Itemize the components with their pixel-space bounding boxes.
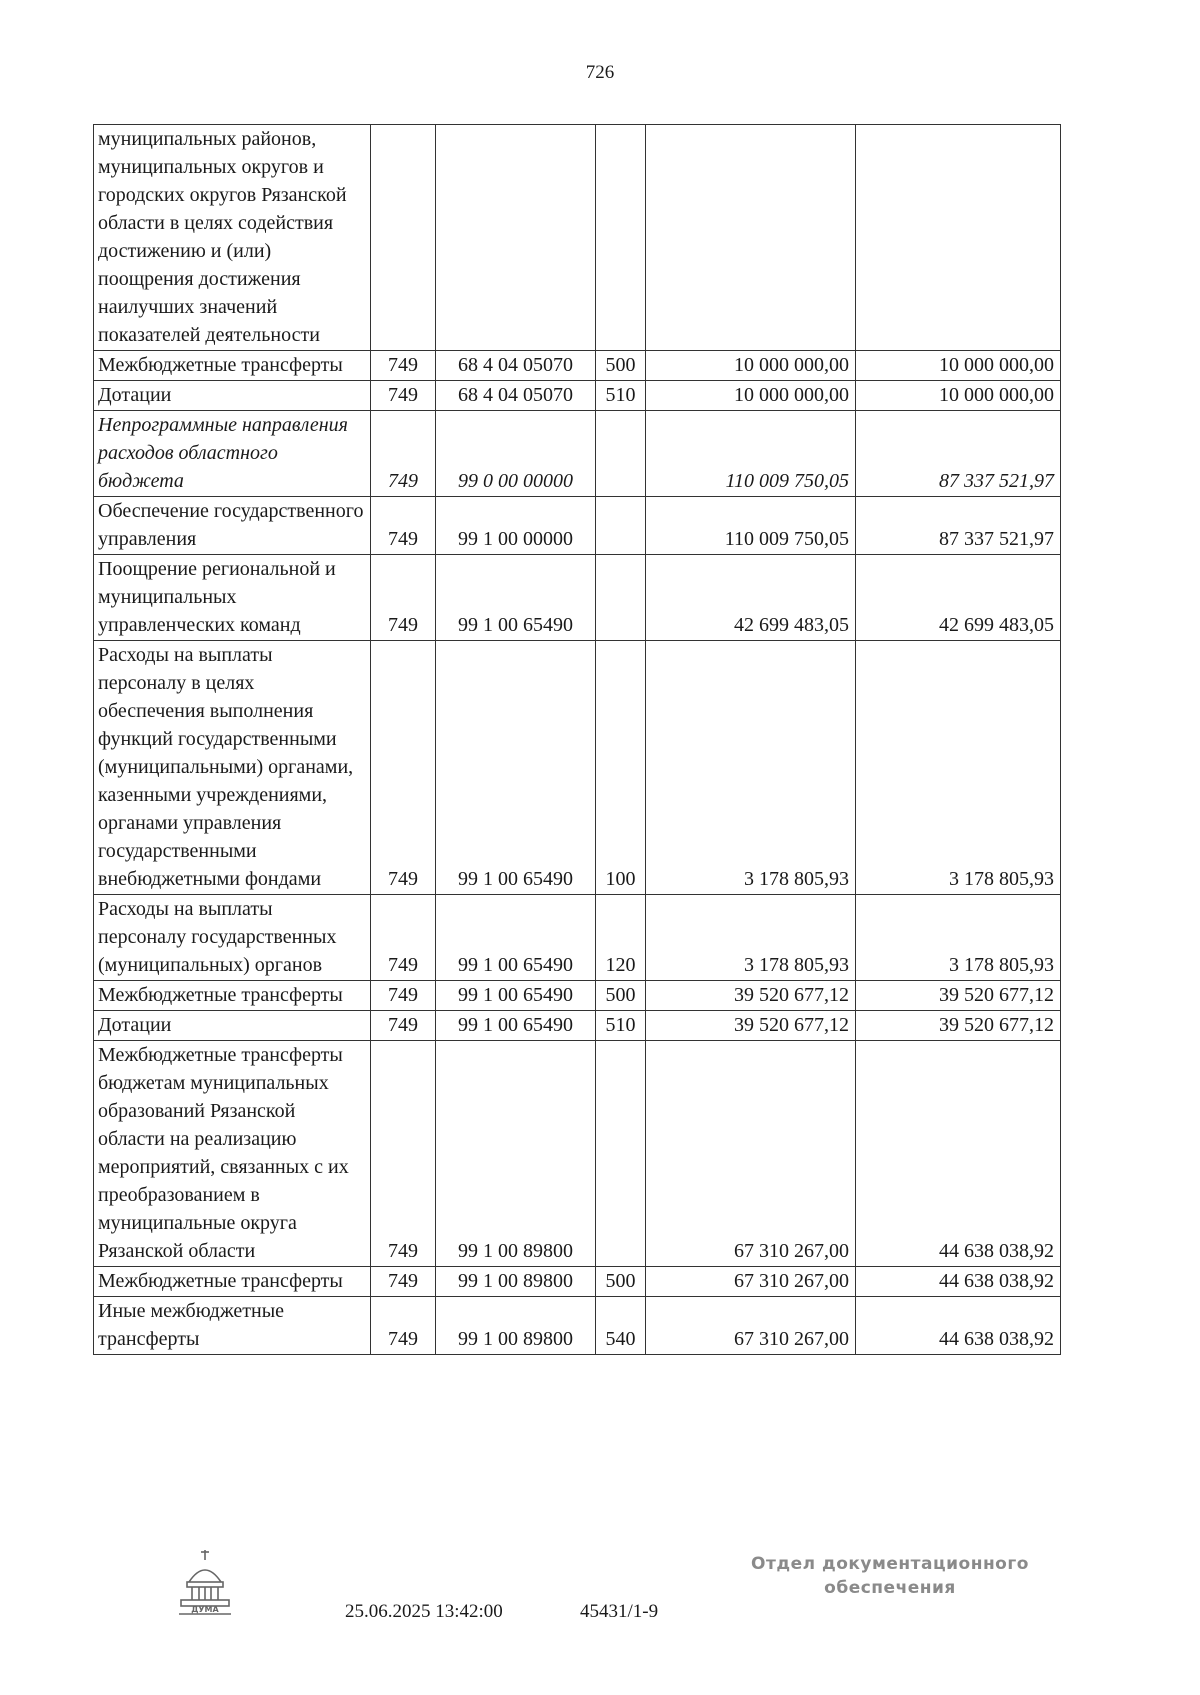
row-vr-cell: 500 <box>596 1267 646 1297</box>
row-vr-cell <box>596 125 646 351</box>
row-ved-cell: 749 <box>371 381 436 411</box>
row-ved-cell: 749 <box>371 1297 436 1355</box>
row-ved-cell: 749 <box>371 555 436 641</box>
row-sum-2026-cell: 3 178 805,93 <box>856 641 1061 895</box>
row-sum-2026-cell <box>856 125 1061 351</box>
row-sum-2025-cell <box>646 125 856 351</box>
row-sum-2026-cell: 3 178 805,93 <box>856 895 1061 981</box>
row-vr-cell: 120 <box>596 895 646 981</box>
table-row <box>94 381 1061 411</box>
row-name-cell: Межбюджетные трансферты <box>94 351 371 381</box>
row-name-cell: Расходы на выплаты персоналу в целях обеспечения выполнения функций государственными (муниципальными) органами, казенными учреждениями, органами управления государственными внебюджетными фондами <box>94 641 371 895</box>
row-name-cell: Дотации <box>94 1011 371 1041</box>
row-csr-cell: 68 4 04 05070 <box>436 381 596 411</box>
row-sum-2025-cell: 10 000 000,00 <box>646 381 856 411</box>
row-sum-2026-cell: 10 000 000,00 <box>856 351 1061 381</box>
department-stamp <box>740 1552 1040 1600</box>
row-sum-2026-cell: 87 337 521,97 <box>856 411 1061 497</box>
row-name-cell: Межбюджетные трансферты <box>94 981 371 1011</box>
stamp-line-2: обеспечения <box>824 1578 956 1598</box>
table-row <box>94 351 1061 381</box>
row-sum-2025-cell: 3 178 805,93 <box>646 895 856 981</box>
row-csr-cell: 99 1 00 89800 <box>436 1267 596 1297</box>
row-csr-cell: 99 1 00 65490 <box>436 555 596 641</box>
row-sum-2025-cell: 39 520 677,12 <box>646 981 856 1011</box>
row-name-cell: Иные межбюджетные трансферты <box>94 1297 371 1355</box>
row-name-cell: Поощрение региональной и муниципальных управленческих команд <box>94 555 371 641</box>
row-sum-2026-cell: 10 000 000,00 <box>856 381 1061 411</box>
row-ved-cell: 749 <box>371 1041 436 1267</box>
row-csr-cell: 99 1 00 00000 <box>436 497 596 555</box>
page-number: 726 <box>585 62 615 83</box>
row-csr-cell: 99 1 00 65490 <box>436 641 596 895</box>
row-name-cell: Расходы на выплаты персоналу государственных (муниципальных) органов <box>94 895 371 981</box>
footer-document-code: 45431/1-9 <box>580 1601 659 1622</box>
row-vr-cell: 510 <box>596 381 646 411</box>
row-sum-2026-cell: 44 638 038,92 <box>856 1267 1061 1297</box>
row-vr-cell: 500 <box>596 351 646 381</box>
row-sum-2026-cell: 42 699 483,05 <box>856 555 1061 641</box>
table-row <box>94 1297 1061 1355</box>
table-row <box>94 555 1061 641</box>
row-csr-cell: 99 1 00 89800 <box>436 1041 596 1267</box>
table-row <box>94 125 1061 351</box>
table-row <box>94 981 1061 1011</box>
table-row <box>94 1267 1061 1297</box>
row-sum-2025-cell: 67 310 267,00 <box>646 1267 856 1297</box>
budget-table <box>93 124 1061 1355</box>
row-vr-cell: 510 <box>596 1011 646 1041</box>
row-csr-cell <box>436 125 596 351</box>
row-ved-cell: 749 <box>371 981 436 1011</box>
row-name-cell: Обеспечение государственного управления <box>94 497 371 555</box>
row-ved-cell: 749 <box>371 1267 436 1297</box>
row-ved-cell: 749 <box>371 497 436 555</box>
row-sum-2025-cell: 10 000 000,00 <box>646 351 856 381</box>
row-vr-cell <box>596 411 646 497</box>
row-sum-2026-cell: 44 638 038,92 <box>856 1297 1061 1355</box>
emblem-label: ДУМА <box>191 1605 219 1614</box>
row-sum-2026-cell: 87 337 521,97 <box>856 497 1061 555</box>
row-ved-cell: 749 <box>371 1011 436 1041</box>
row-csr-cell: 99 1 00 65490 <box>436 1011 596 1041</box>
row-sum-2026-cell: 39 520 677,12 <box>856 1011 1061 1041</box>
row-ved-cell: 749 <box>371 411 436 497</box>
table-row <box>94 497 1061 555</box>
row-sum-2025-cell: 110 009 750,05 <box>646 411 856 497</box>
row-name-cell: муниципальных районов, муниципальных округов и городских округов Рязанской области в целях содействия достижению и (или) поощрения достижения наилучших значений показателей деятельности <box>94 125 371 351</box>
table-row <box>94 641 1061 895</box>
row-csr-cell: 99 1 00 65490 <box>436 895 596 981</box>
table-row <box>94 1011 1061 1041</box>
row-sum-2025-cell: 67 310 267,00 <box>646 1041 856 1267</box>
row-name-cell: Непрограммные направления расходов областного бюджета <box>94 411 371 497</box>
row-sum-2025-cell: 67 310 267,00 <box>646 1297 856 1355</box>
row-vr-cell <box>596 497 646 555</box>
row-csr-cell: 68 4 04 05070 <box>436 351 596 381</box>
row-ved-cell <box>371 125 436 351</box>
row-name-cell: Межбюджетные трансферты бюджетам муниципальных образований Рязанской области на реализацию мероприятий, связанных с их преобразованием в муниципальные округа Рязанской области <box>94 1041 371 1267</box>
duma-emblem-icon <box>175 1548 235 1618</box>
row-sum-2025-cell: 39 520 677,12 <box>646 1011 856 1041</box>
row-sum-2025-cell: 3 178 805,93 <box>646 641 856 895</box>
table-row <box>94 1041 1061 1267</box>
row-name-cell: Межбюджетные трансферты <box>94 1267 371 1297</box>
row-vr-cell <box>596 1041 646 1267</box>
row-ved-cell: 749 <box>371 351 436 381</box>
row-sum-2025-cell: 42 699 483,05 <box>646 555 856 641</box>
row-vr-cell: 540 <box>596 1297 646 1355</box>
row-csr-cell: 99 1 00 65490 <box>436 981 596 1011</box>
row-name-cell: Дотации <box>94 381 371 411</box>
row-vr-cell: 100 <box>596 641 646 895</box>
footer-date: 25.06.2025 13:42:00 <box>345 1601 503 1622</box>
table-row <box>94 895 1061 981</box>
stamp-line-1: Отдел документационного <box>751 1554 1029 1574</box>
row-sum-2026-cell: 39 520 677,12 <box>856 981 1061 1011</box>
row-ved-cell: 749 <box>371 641 436 895</box>
row-ved-cell: 749 <box>371 895 436 981</box>
table-row <box>94 411 1061 497</box>
row-vr-cell: 500 <box>596 981 646 1011</box>
row-csr-cell: 99 0 00 00000 <box>436 411 596 497</box>
row-csr-cell: 99 1 00 89800 <box>436 1297 596 1355</box>
row-sum-2026-cell: 44 638 038,92 <box>856 1041 1061 1267</box>
row-vr-cell <box>596 555 646 641</box>
row-sum-2025-cell: 110 009 750,05 <box>646 497 856 555</box>
